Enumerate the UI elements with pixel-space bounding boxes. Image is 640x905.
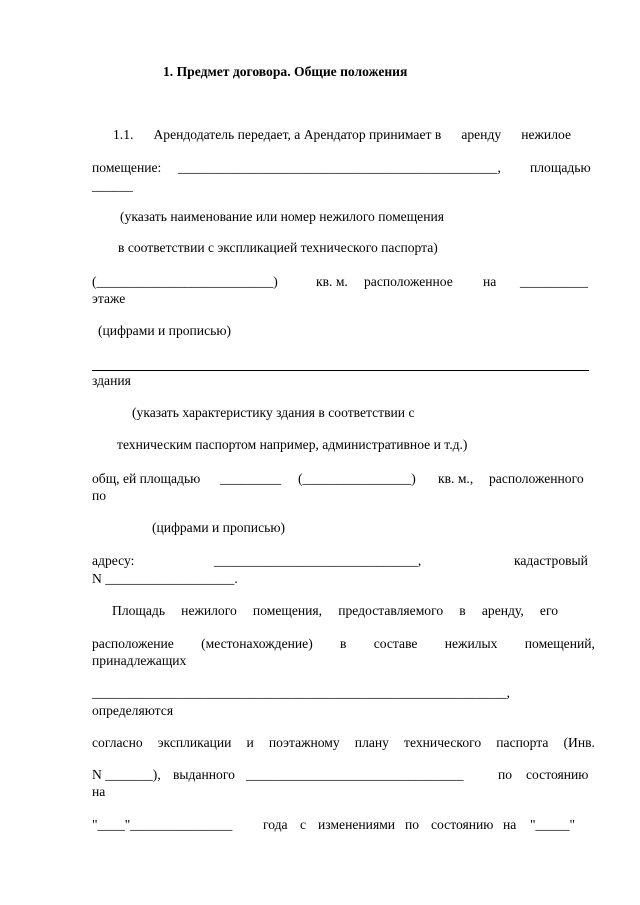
paragraph-line <box>92 735 595 751</box>
text-fragment: по <box>405 817 420 832</box>
date-blank: "____"_______________ <box>92 817 233 832</box>
text-fragment: расположение <box>92 636 174 651</box>
text-fragment: плану <box>354 735 389 750</box>
owner-blank: _____________________________________________________________, <box>92 685 511 700</box>
text-fragment: принадлежащих <box>92 653 187 668</box>
text-fragment: кадастровый <box>514 553 588 568</box>
address-blank: ______________________________, <box>214 553 422 568</box>
text-fragment: кв. м. <box>316 274 348 289</box>
note-line: (цифрами и прописью) <box>152 520 285 535</box>
text-fragment: согласно <box>92 735 143 750</box>
section-heading: 1. Предмет договора. Общие положения <box>163 64 408 79</box>
text-fragment: Арендодатель передает, а Арендатор принимает в <box>153 127 442 142</box>
text-fragment: года <box>263 817 288 832</box>
text-fragment: поэтажному <box>268 735 340 750</box>
premises-name-blank: _______________________________________________, <box>178 160 501 175</box>
text-fragment: адресу: <box>92 553 135 568</box>
area-blank: ______ <box>92 178 133 193</box>
total-area-words-blank: (________________) <box>298 471 416 486</box>
text-fragment: аренду, <box>481 603 524 618</box>
area-words-blank: (__________________________) <box>92 274 278 289</box>
text-fragment: выданного <box>173 767 235 782</box>
text-fragment: площадью <box>530 160 591 175</box>
clause-number: 1.1. <box>113 127 134 142</box>
text-fragment: нежилого <box>181 603 237 618</box>
paragraph-line <box>92 636 595 652</box>
text-fragment: (Инв. <box>563 735 595 750</box>
text-fragment: и <box>246 735 254 750</box>
note-line: (указать наименование или номер нежилого помещения <box>120 209 445 224</box>
text-fragment: на <box>503 817 517 832</box>
text-fragment: с <box>300 817 307 832</box>
text-fragment: нежилых <box>444 636 498 651</box>
text-fragment: определяются <box>92 703 174 718</box>
note-line: в соответствии с экспликацией технического паспорта) <box>118 240 438 255</box>
state-date-blank: "_____" <box>530 817 576 832</box>
text-fragment: предоставляемого <box>338 603 444 618</box>
text-fragment: Площадь <box>112 603 166 618</box>
text-fragment: здания <box>92 373 131 388</box>
text-fragment: расположенного <box>489 471 584 486</box>
text-fragment: общ, ей площадью <box>92 471 201 486</box>
text-fragment: экспликации <box>157 735 232 750</box>
total-area-blank: _________ <box>220 471 282 486</box>
text-fragment: в <box>459 603 466 618</box>
note-line: (указать характеристику здания в соответствии с <box>132 405 415 420</box>
text-fragment: состоянию <box>526 767 589 782</box>
text-fragment: кв. м., <box>438 471 474 486</box>
text-fragment: в <box>340 636 347 651</box>
issuer-blank: ________________________________ <box>246 767 464 782</box>
building-blank-line <box>92 370 589 371</box>
text-fragment: (местонахождение) <box>201 636 313 651</box>
text-fragment: его <box>539 603 558 618</box>
text-fragment: аренду <box>461 127 502 142</box>
text-fragment: по <box>498 767 513 782</box>
cadastral-number-blank: N ___________________. <box>92 571 238 586</box>
text-fragment: состоянию <box>431 817 494 832</box>
text-fragment: этаже <box>92 291 126 306</box>
inventory-number-blank: N _______), <box>92 767 161 782</box>
text-fragment: изменениями <box>318 817 396 832</box>
note-line: техническим паспортом например, административное и т.д.) <box>117 437 468 452</box>
text-fragment: помещений, <box>524 636 595 651</box>
text-fragment: расположенное <box>364 274 453 289</box>
text-fragment: на <box>483 274 497 289</box>
floor-blank: __________ <box>520 274 588 289</box>
clause-1-1-line <box>113 127 571 143</box>
text-fragment: технического <box>404 735 482 750</box>
text-fragment: составе <box>373 636 418 651</box>
text-fragment: нежилое <box>521 127 571 142</box>
text-fragment: по <box>92 488 107 503</box>
text-fragment: на <box>92 784 106 799</box>
text-fragment: помещения, <box>252 603 323 618</box>
text-fragment: паспорта <box>496 735 549 750</box>
paragraph-line <box>112 603 558 619</box>
note-line: (цифрами и прописью) <box>98 323 231 338</box>
text-fragment: помещение: <box>92 160 162 175</box>
